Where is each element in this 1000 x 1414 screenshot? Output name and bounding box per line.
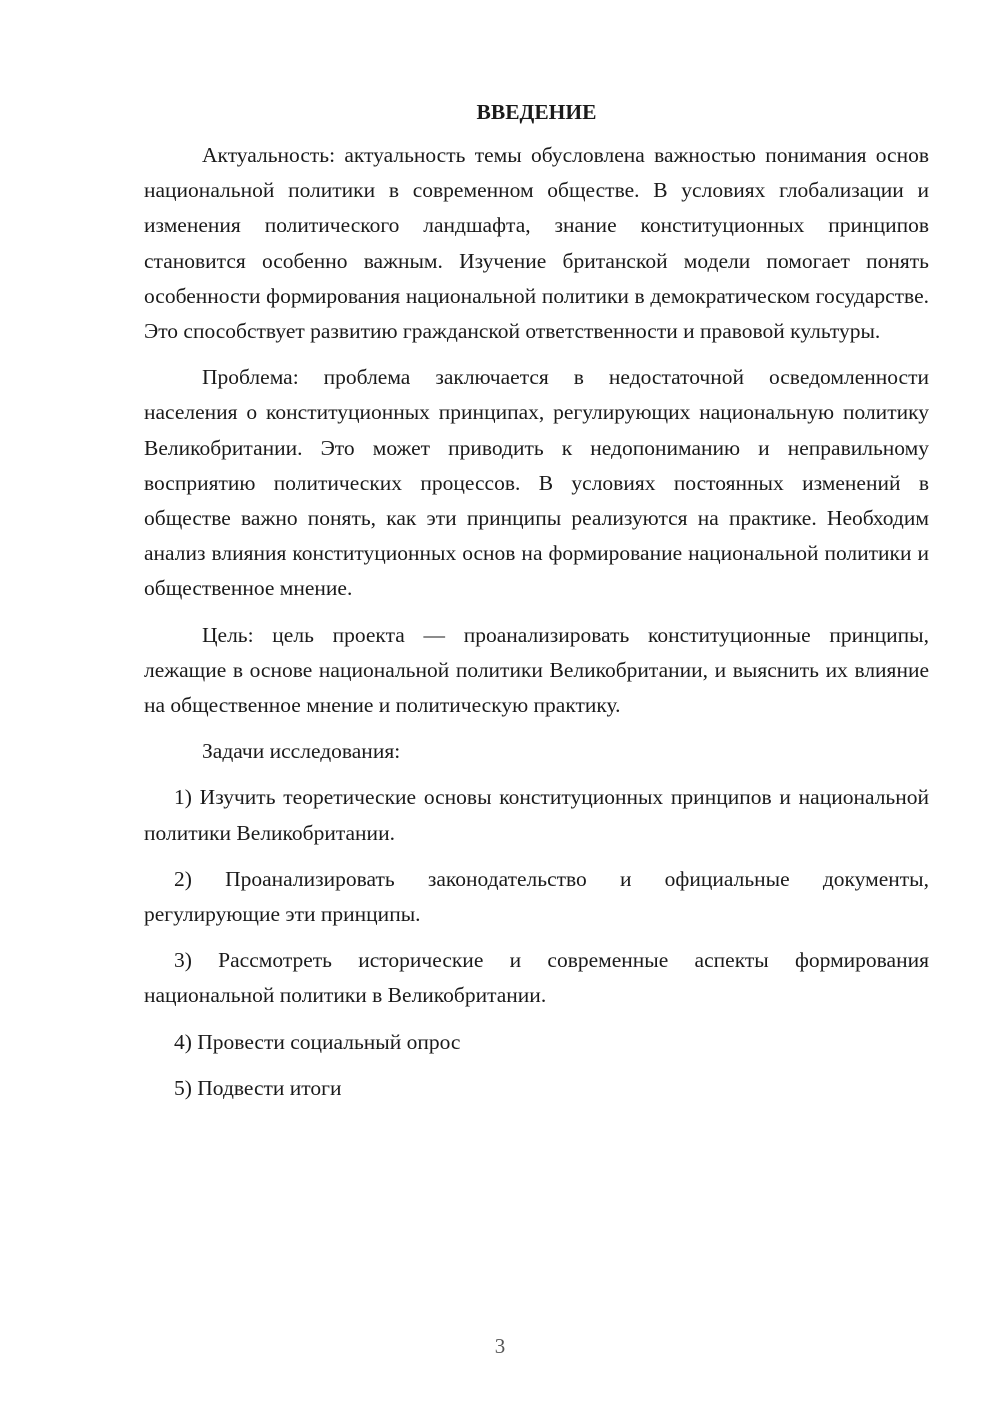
paragraph-goal: Цель: цель проекта — проанализировать конституционные принципы, лежащие в основе национальной политики Великобритании, и выяснить их влияние на общественное мнение и политическую практику. xyxy=(144,622,929,718)
tasks-heading: Задачи исследования: xyxy=(202,739,401,764)
task-item-2: 2) Проанализировать законодательство и официальные документы, регулирующие эти принципы. xyxy=(144,866,929,927)
section-title: ВВЕДЕНИЕ xyxy=(476,100,597,124)
task-item-5: 5) Подвести итоги xyxy=(174,1075,342,1100)
paragraph-relevance: Актуальность: актуальность темы обусловлена важностью понимания основ национальной политики в современном обществе. В условиях глобализации и изменения политического ландшафта, знание конституционных принципов становится особенно важным. Изучение британской модели помогает понять особенности формирования национальной политики в демократическом государстве. Это способствует развитию гражданской ответственности и правовой культуры. xyxy=(144,143,929,344)
page-number: 3 xyxy=(494,1334,506,1358)
task-item-3: 3) Рассмотреть исторические и современные аспекты формирования национальной политики в Великобритании. xyxy=(144,948,929,1008)
task-item-1: 1) Изучить теоретические основы конституционных принципов и национальной политики Великобритании. xyxy=(144,785,929,845)
page-content xyxy=(144,96,929,1117)
task-item-4: 4) Провести социальный опрос xyxy=(174,1029,461,1054)
paragraph-problem: Проблема: проблема заключается в недостаточной осведомленности населения о конституционных принципах, регулирующих национальную политику Великобритании. Это может приводить к недопониманию и неправильному восприятию политических процессов. В условиях постоянных изменений в обществе важно понять, как эти принципы реализуются на практике. Необходим анализ влияния конституционных основ на формирование национальной политики и общественное мнение. xyxy=(144,365,929,601)
